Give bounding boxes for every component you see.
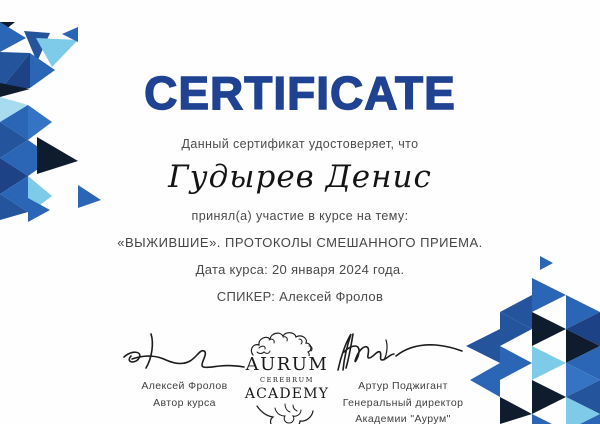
certificate-title: CERTIFICATE <box>144 67 456 119</box>
director-name: Артур Поджигант <box>358 380 448 392</box>
intro-line: Данный сертификат удостоверяет, что <box>181 137 419 151</box>
signature-block-director <box>318 326 488 424</box>
recipient-name: Гудырев Денис <box>168 159 432 195</box>
brain-emblem-top-icon <box>245 330 329 356</box>
logo-academy-text: ACADEMY <box>244 386 330 402</box>
course-date-line: Дата курса: 20 января 2024 года. <box>195 262 405 277</box>
logo-cerebrum-text: CEREBRUM <box>260 376 314 384</box>
director-role: Генеральный директор <box>342 397 464 409</box>
course-title-line: «ВЫЖИВШИЕ». ПРОТОКОЛЫ СМЕШАННОГО ПРИЕМА. <box>117 235 483 250</box>
participation-line: принял(а) участие в курсе на тему: <box>191 209 409 223</box>
logo-aurum-text: AURUM <box>245 354 329 375</box>
author-role: Автор курса <box>153 397 216 409</box>
author-name: Алексей Фролов <box>141 380 228 392</box>
speaker-line: СПИКЕР: Алексей Фролов <box>216 289 384 304</box>
director-signature-icon <box>328 326 478 376</box>
brain-emblem-bottom-icon <box>245 402 329 424</box>
author-signature-icon <box>110 328 260 376</box>
director-role-line2: Академии "Аурум" <box>355 413 451 424</box>
